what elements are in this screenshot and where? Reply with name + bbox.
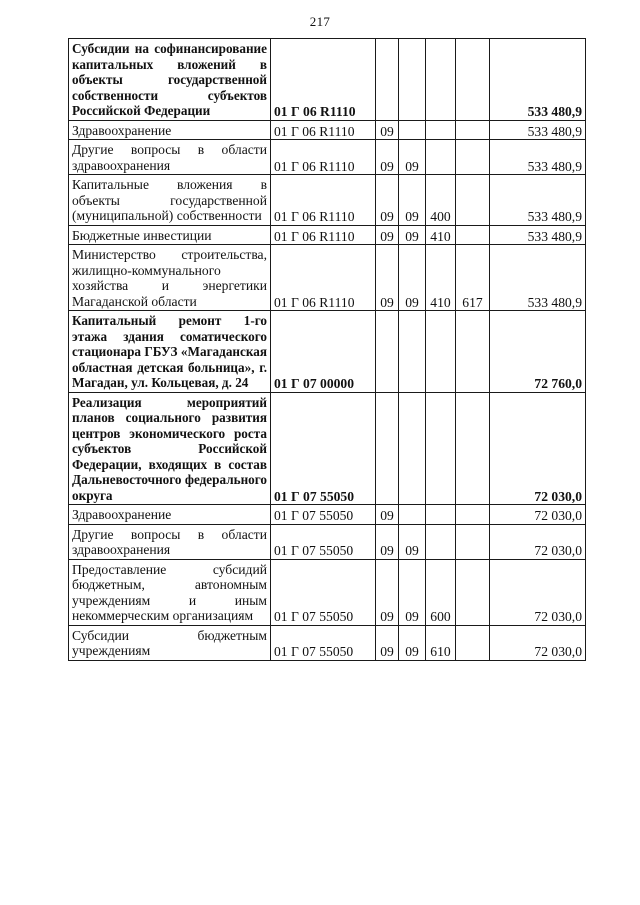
section-cell: 09: [376, 225, 399, 245]
subsection-cell: [399, 39, 426, 121]
subsection-cell: 09: [399, 175, 426, 226]
amount-cell: 72 030,0: [490, 392, 586, 505]
ministry-code-cell: [456, 625, 490, 660]
section-cell: 09: [376, 120, 399, 140]
expense-type-cell: [426, 524, 456, 559]
section-cell: [376, 311, 399, 393]
target-article-cell: 01 Г 06 R1110: [271, 120, 376, 140]
page-number: 217: [309, 14, 331, 29]
ministry-code-cell: [456, 559, 490, 625]
ministry-code-cell: [456, 120, 490, 140]
target-article-cell: 01 Г 07 55050: [271, 505, 376, 525]
expense-type-cell: 410: [426, 245, 456, 311]
subsection-cell: [399, 392, 426, 505]
row-name-cell: Здравоохранение: [69, 505, 271, 525]
amount-cell: 533 480,9: [490, 120, 586, 140]
target-article-cell: 01 Г 07 00000: [271, 311, 376, 393]
expense-type-cell: 610: [426, 625, 456, 660]
amount-cell: 533 480,9: [490, 225, 586, 245]
amount-cell: 72 030,0: [490, 625, 586, 660]
section-cell: 09: [376, 245, 399, 311]
section-cell: [376, 39, 399, 121]
expense-type-cell: [426, 39, 456, 121]
table-row: [69, 175, 586, 226]
row-name-cell: Другие вопросы в области здравоохранения: [69, 140, 271, 175]
table-row: [69, 505, 586, 525]
table-row: [69, 225, 586, 245]
ministry-code-cell: [456, 175, 490, 226]
table-row: [69, 120, 586, 140]
target-article-cell: 01 Г 07 55050: [271, 625, 376, 660]
section-cell: 09: [376, 140, 399, 175]
table-row: [69, 524, 586, 559]
target-article-cell: 01 Г 07 55050: [271, 524, 376, 559]
table-row: [69, 245, 586, 311]
target-article-cell: 01 Г 07 55050: [271, 392, 376, 505]
ministry-code-cell: [456, 39, 490, 121]
table-row: [69, 559, 586, 625]
table-row: [69, 140, 586, 175]
section-cell: 09: [376, 524, 399, 559]
target-article-cell: 01 Г 06 R1110: [271, 39, 376, 121]
ministry-code-cell: [456, 311, 490, 393]
row-name-cell: Предоставление субсидий бюджетным, автономным учреждениям и иным некоммерческим организациям: [69, 559, 271, 625]
ministry-code-cell: [456, 225, 490, 245]
expense-type-cell: [426, 140, 456, 175]
target-article-cell: 01 Г 06 R1110: [271, 175, 376, 226]
budget-table-body: [69, 39, 586, 661]
amount-cell: 72 030,0: [490, 505, 586, 525]
subsection-cell: 09: [399, 140, 426, 175]
amount-cell: 72 030,0: [490, 524, 586, 559]
amount-cell: 533 480,9: [490, 39, 586, 121]
ministry-code-cell: [456, 140, 490, 175]
row-name-cell: Здравоохранение: [69, 120, 271, 140]
section-cell: 09: [376, 505, 399, 525]
row-name-cell: Субсидии бюджетным учреждениям: [69, 625, 271, 660]
row-name-cell: Другие вопросы в области здравоохранения: [69, 524, 271, 559]
target-article-cell: 01 Г 07 55050: [271, 559, 376, 625]
subsection-cell: 09: [399, 559, 426, 625]
subsection-cell: 09: [399, 524, 426, 559]
subsection-cell: 09: [399, 225, 426, 245]
expense-type-cell: [426, 392, 456, 505]
row-name-cell: Реализация мероприятий планов социального развития центров экономического роста субъектов Российской Федерации, входящих в состав Дальневосточного федерального округа: [69, 392, 271, 505]
expense-type-cell: [426, 505, 456, 525]
amount-cell: 72 760,0: [490, 311, 586, 393]
ministry-code-cell: [456, 524, 490, 559]
amount-cell: 72 030,0: [490, 559, 586, 625]
amount-cell: 533 480,9: [490, 245, 586, 311]
row-name-cell: Министерство строительства, жилищно-коммунального хозяйства и энергетики Магаданской области: [69, 245, 271, 311]
row-name-cell: Капитальный ремонт 1-го этажа здания соматического стационара ГБУЗ «Магаданская областная детская больница», г. Магадан, ул. Кольцевая, д. 24: [69, 311, 271, 393]
expense-type-cell: 400: [426, 175, 456, 226]
subsection-cell: [399, 311, 426, 393]
row-name-cell: Капитальные вложения в объекты государственной (муниципальной) собственности: [69, 175, 271, 226]
ministry-code-cell: [456, 392, 490, 505]
subsection-cell: [399, 505, 426, 525]
subsection-cell: 09: [399, 245, 426, 311]
budget-table: [68, 38, 586, 661]
table-row: [69, 39, 586, 121]
subsection-cell: 09: [399, 625, 426, 660]
section-cell: [376, 392, 399, 505]
section-cell: 09: [376, 559, 399, 625]
expense-type-cell: [426, 120, 456, 140]
section-cell: 09: [376, 175, 399, 226]
row-name-cell: Субсидии на софинансирование капитальных вложений в объекты государственной собственности субъектов Российской Федерации: [69, 39, 271, 121]
amount-cell: 533 480,9: [490, 140, 586, 175]
subsection-cell: [399, 120, 426, 140]
table-row: [69, 392, 586, 505]
row-name-cell: Бюджетные инвестиции: [69, 225, 271, 245]
table-row: [69, 625, 586, 660]
amount-cell: 533 480,9: [490, 175, 586, 226]
target-article-cell: 01 Г 06 R1110: [271, 140, 376, 175]
expense-type-cell: 410: [426, 225, 456, 245]
expense-type-cell: 600: [426, 559, 456, 625]
target-article-cell: 01 Г 06 R1110: [271, 245, 376, 311]
target-article-cell: 01 Г 06 R1110: [271, 225, 376, 245]
table-row: [69, 311, 586, 393]
expense-type-cell: [426, 311, 456, 393]
ministry-code-cell: 617: [456, 245, 490, 311]
ministry-code-cell: [456, 505, 490, 525]
section-cell: 09: [376, 625, 399, 660]
